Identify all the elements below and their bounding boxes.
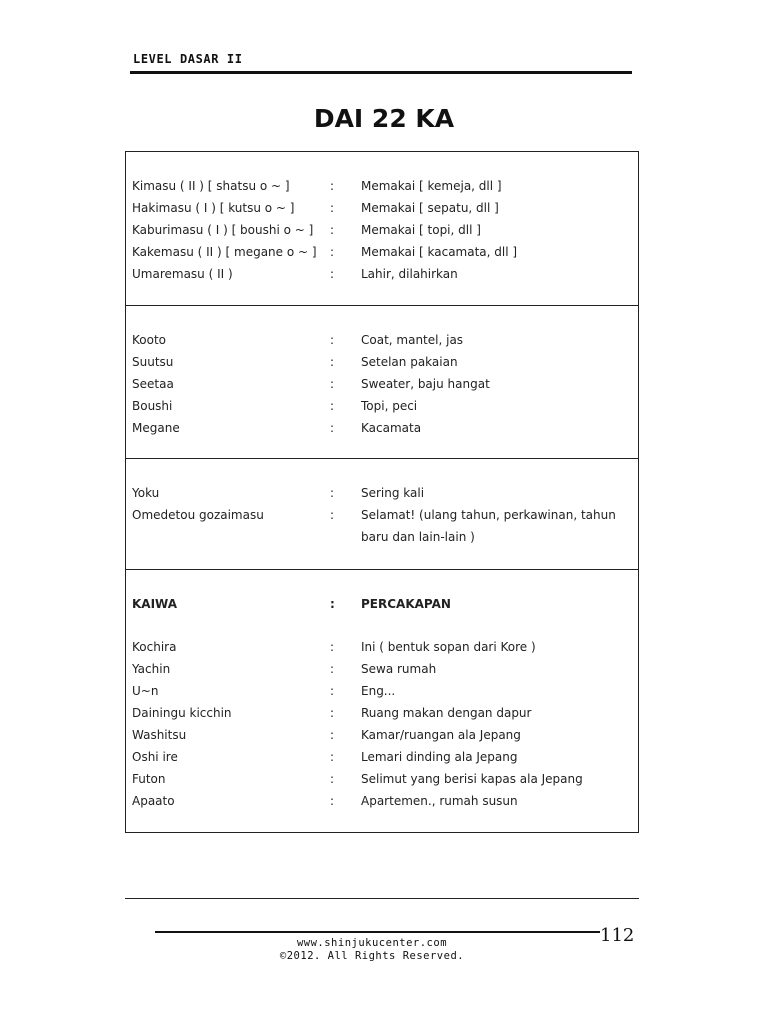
vocab-meaning: Topi, peci xyxy=(361,399,418,413)
header-level-label: LEVEL DASAR II xyxy=(133,52,243,66)
vocab-term: Omedetou gozaimasu xyxy=(132,508,264,522)
vocab-meaning: Selamat! (ulang tahun, perkawinan, tahun baru dan lain-lain ) xyxy=(361,508,616,544)
kaiwa-heading-row xyxy=(132,593,638,615)
vocab-term: Washitsu xyxy=(132,728,187,742)
vocab-term: Futon xyxy=(132,772,166,786)
vocab-row xyxy=(132,197,638,219)
vocab-row xyxy=(132,329,638,351)
vocab-separator: : xyxy=(330,508,335,522)
footer-copyright: ©2012. All Rights Reserved. xyxy=(279,950,465,962)
vocab-separator: : xyxy=(330,750,335,764)
vocab-meaning: Memakai [ kemeja, dll ] xyxy=(361,179,502,193)
vocab-row xyxy=(132,746,638,768)
vocab-term: Megane xyxy=(132,421,180,435)
vocab-row xyxy=(132,504,638,548)
vocab-separator: : xyxy=(330,355,335,369)
vocab-term: Seetaa xyxy=(132,377,174,391)
vocab-separator: : xyxy=(330,223,335,237)
vocab-separator: : xyxy=(330,267,335,281)
vocab-meaning: Setelan pakaian xyxy=(361,355,458,369)
footer-divider-top xyxy=(125,898,639,899)
vocab-term: Boushi xyxy=(132,399,173,413)
vocab-meaning: Eng... xyxy=(361,684,396,698)
vocab-separator: : xyxy=(330,399,335,413)
vocab-meaning: Ini ( bentuk sopan dari Kore ) xyxy=(361,640,536,654)
vocab-meaning: Coat, mantel, jas xyxy=(361,333,464,347)
vocab-section-kaiwa xyxy=(126,570,638,832)
vocab-row xyxy=(132,636,638,658)
vocab-row xyxy=(132,724,638,746)
vocab-separator: : xyxy=(330,179,335,193)
vocab-separator: : xyxy=(330,597,335,611)
vocab-row xyxy=(132,351,638,373)
vocab-separator: : xyxy=(330,201,335,215)
vocab-meaning: Kamar/ruangan ala Jepang xyxy=(361,728,521,742)
vocab-meaning: Memakai [ sepatu, dll ] xyxy=(361,201,499,215)
footer-divider-bottom xyxy=(155,931,600,933)
vocab-term: Oshi ire xyxy=(132,750,178,764)
vocab-term: Kakemasu ( II ) [ megane o ~ ] xyxy=(132,245,317,259)
vocab-separator: : xyxy=(330,706,335,720)
vocab-meaning: Lahir, dilahirkan xyxy=(361,267,458,281)
vocab-separator: : xyxy=(330,333,335,347)
vocab-separator: : xyxy=(330,662,335,676)
vocab-meaning: Memakai [ topi, dll ] xyxy=(361,223,481,237)
vocab-separator: : xyxy=(330,684,335,698)
vocab-separator: : xyxy=(330,772,335,786)
vocab-separator: : xyxy=(330,245,335,259)
vocab-section-clothing xyxy=(126,306,638,459)
vocab-term: Yachin xyxy=(132,662,171,676)
vocab-meaning: Sewa rumah xyxy=(361,662,437,676)
vocab-term: Yoku xyxy=(132,486,160,500)
vocab-row xyxy=(132,263,638,285)
vocab-term: Hakimasu ( I ) [ kutsu o ~ ] xyxy=(132,201,295,215)
header-divider xyxy=(130,71,632,74)
vocab-separator: : xyxy=(330,640,335,654)
vocab-term: Umaremasu ( II ) xyxy=(132,267,233,281)
vocab-separator: : xyxy=(330,486,335,500)
kaiwa-heading-meaning: PERCAKAPAN xyxy=(361,597,451,611)
vocab-meaning: Lemari dinding ala Jepang xyxy=(361,750,518,764)
vocab-row xyxy=(132,702,638,724)
vocab-term: Kochira xyxy=(132,640,177,654)
vocab-separator: : xyxy=(330,728,335,742)
footer-url: www.shinjukucenter.com xyxy=(296,937,448,949)
vocab-meaning: Sweater, baju hangat xyxy=(361,377,490,391)
page-title: DAI 22 KA xyxy=(313,104,455,133)
vocab-row xyxy=(132,790,638,812)
vocab-meaning: Memakai [ kacamata, dll ] xyxy=(361,245,518,259)
vocab-row xyxy=(132,768,638,790)
vocab-separator: : xyxy=(330,794,335,808)
vocab-term: Kaburimasu ( I ) [ boushi o ~ ] xyxy=(132,223,314,237)
vocab-meaning: Apartemen., rumah susun xyxy=(361,794,518,808)
vocab-row xyxy=(132,219,638,241)
vocab-row xyxy=(132,395,638,417)
vocab-term: Dainingu kicchin xyxy=(132,706,232,720)
vocab-row xyxy=(132,417,638,439)
vocab-row xyxy=(132,175,638,197)
vocab-meaning: Kacamata xyxy=(361,421,422,435)
vocab-term: Kooto xyxy=(132,333,167,347)
vocab-separator: : xyxy=(330,377,335,391)
vocab-separator: : xyxy=(330,421,335,435)
kaiwa-heading: KAIWA xyxy=(132,597,178,611)
vocab-row xyxy=(132,482,638,504)
vocab-row xyxy=(132,373,638,395)
vocab-meaning: Selimut yang berisi kapas ala Jepang xyxy=(361,772,583,786)
vocab-row xyxy=(132,680,638,702)
vocabulary-table xyxy=(125,151,639,833)
vocab-term: Suutsu xyxy=(132,355,174,369)
vocab-section-verbs xyxy=(126,152,638,306)
vocab-meaning: Ruang makan dengan dapur xyxy=(361,706,532,720)
vocab-term: Apaato xyxy=(132,794,175,808)
vocab-row xyxy=(132,658,638,680)
vocab-meaning: Sering kali xyxy=(361,486,425,500)
vocab-row xyxy=(132,241,638,263)
vocab-term: U~n xyxy=(132,684,159,698)
vocab-section-expressions xyxy=(126,459,638,570)
vocab-term: Kimasu ( II ) [ shatsu o ~ ] xyxy=(132,179,290,193)
page-number: 112 xyxy=(600,925,635,946)
